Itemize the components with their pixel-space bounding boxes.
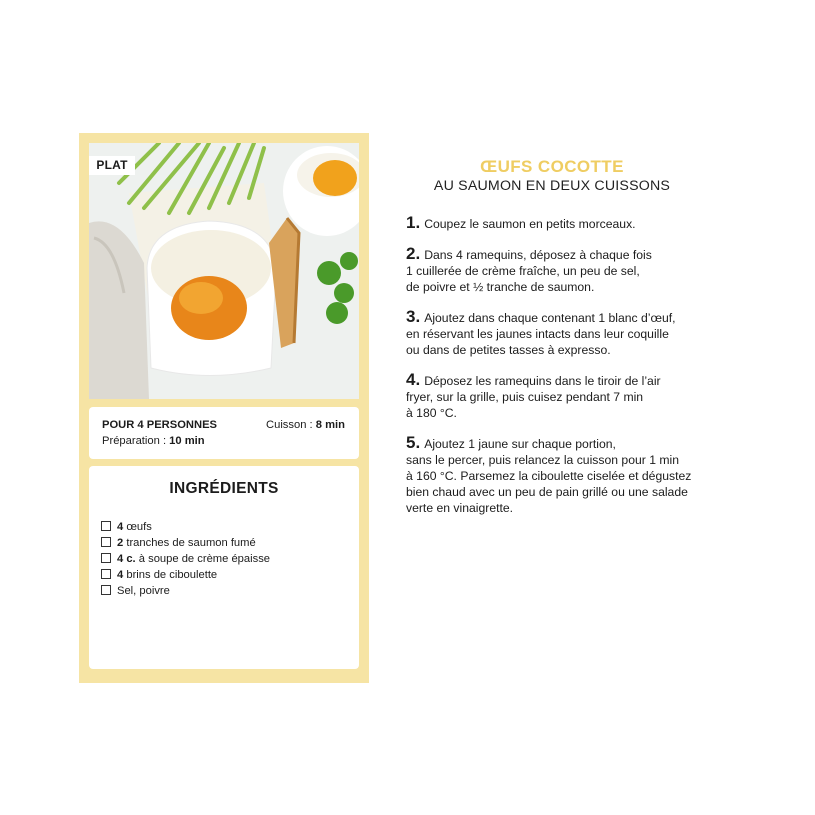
step-text: Ajoutez 1 jaune sur chaque portion, sans le percer, puis relancez la cuisson pour 1 min à 160 °C. Parsemez la ciboulette ciselée et dégustez bien chaud avec un peu de pain grillé ou une salade verte en vinaigrette. (406, 437, 692, 515)
ingredient-qty: 4 (117, 569, 124, 581)
ingredient-qty: 2 (117, 537, 124, 549)
step-text: Dans 4 ramequins, déposez à chaque fois 1 cuillerée de crème fraîche, un peu de sel, de poivre et ½ tranche de saumon. (406, 248, 652, 294)
step-number: 1. (406, 213, 421, 232)
ingredient-item (101, 567, 270, 583)
step-text: Coupez le saumon en petits morceaux. (424, 217, 636, 231)
step-2 (406, 246, 711, 295)
checkbox[interactable] (101, 585, 111, 595)
ingredient-qty: 4 c. (117, 553, 136, 565)
ingredient-text: tranches de saumon fumé (123, 537, 256, 549)
checkbox[interactable] (101, 569, 111, 579)
step-number: 5. (406, 433, 421, 452)
dish-photo (89, 143, 359, 399)
step-number: 4. (406, 370, 421, 389)
checkbox[interactable] (101, 521, 111, 531)
step-number: 3. (406, 307, 421, 326)
ingredient-item (101, 583, 270, 599)
prep-value: 10 min (169, 435, 205, 447)
step-text: Ajoutez dans chaque contenant 1 blanc d’œuf, en réservant les jaunes intacts dans leur coquille ou dans de petites tasses à expresso. (406, 311, 676, 357)
step-5 (406, 435, 711, 516)
cook-value: 8 min (315, 419, 345, 431)
step-text: Déposez les ramequins dans le tiroir de l’air fryer, sur la grille, puis cuisez pendant 7 min à 180 °C. (406, 374, 661, 420)
checkbox[interactable] (101, 537, 111, 547)
step-4 (406, 372, 711, 421)
recipe-subtitle: AU SAUMON EN DEUX CUISSONS (433, 178, 671, 194)
prep-label: Préparation : (102, 435, 170, 447)
ingredient-qty: 4 (117, 521, 124, 533)
ingredient-text: brins de ciboulette (123, 569, 218, 581)
prep-time (102, 435, 205, 447)
ingredient-text: à soupe de crème épaisse (135, 553, 271, 565)
ingredient-text: œufs (123, 521, 152, 533)
info-box (89, 407, 359, 459)
step-1 (406, 215, 711, 232)
cook-time (266, 419, 345, 431)
recipe-title-block (406, 157, 698, 195)
ingredients-box (89, 466, 359, 669)
recipe-card (79, 133, 369, 683)
checkbox[interactable] (101, 553, 111, 563)
ingredient-item (101, 551, 270, 567)
recipe-title: ŒUFS COCOTTE (480, 157, 624, 176)
ingredient-text: Sel, poivre (117, 585, 170, 597)
ingredients-list (101, 519, 270, 599)
step-number: 2. (406, 244, 421, 263)
step-3 (406, 309, 711, 358)
ingredient-item (101, 535, 270, 551)
ingredient-item (101, 519, 270, 535)
cook-label: Cuisson : (266, 419, 316, 431)
category-badge: PLAT (89, 156, 135, 175)
egg-cocotte-illustration (89, 143, 359, 399)
ingredients-title: INGRÉDIENTS (169, 480, 279, 497)
servings: POUR 4 PERSONNES (102, 419, 218, 431)
